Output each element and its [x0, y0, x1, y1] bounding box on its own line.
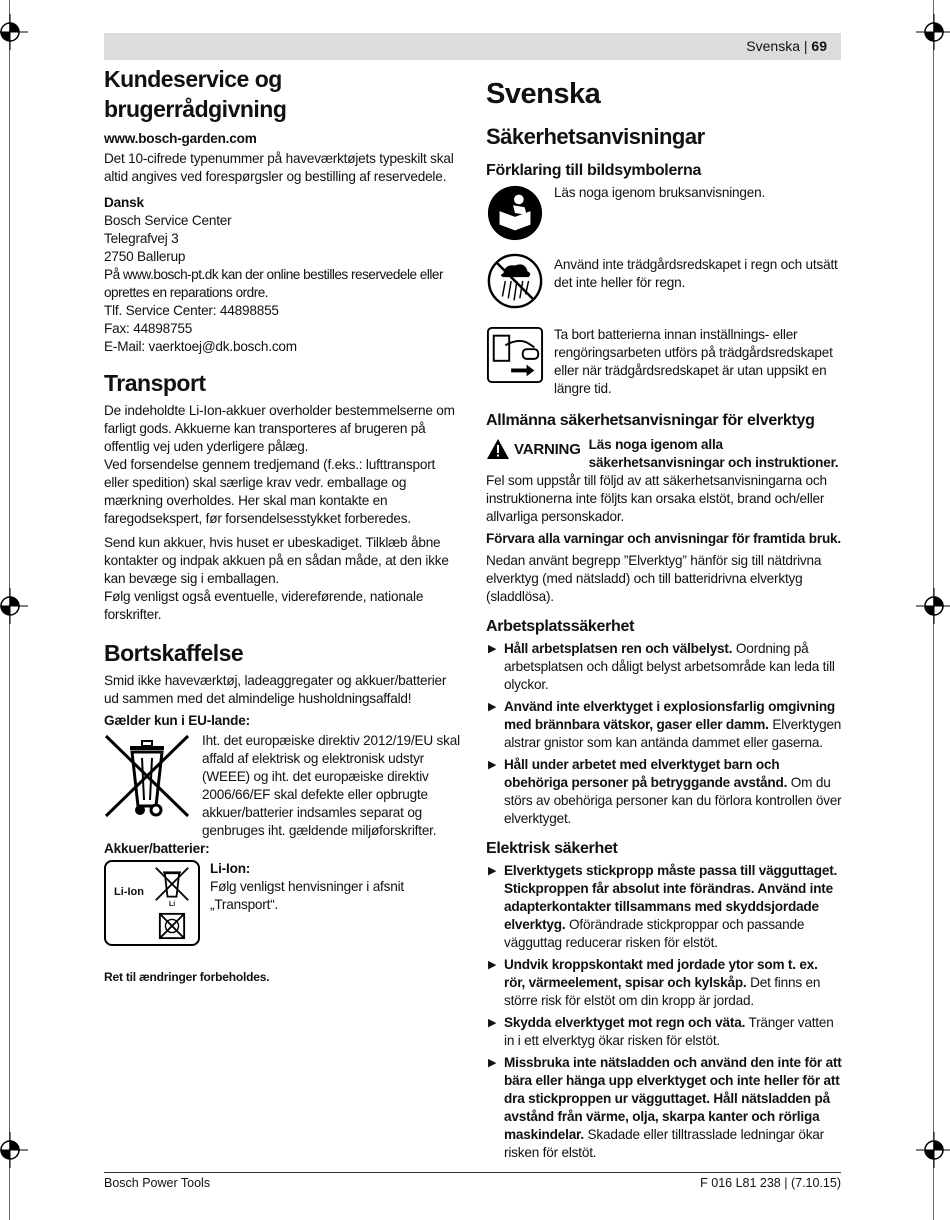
right-column	[486, 76, 842, 1162]
registration-mark-icon	[916, 14, 950, 50]
eu-heading: Gælder kun i EU-lande:	[104, 713, 250, 728]
paragraph: Det 10-cifrede typenummer på haveværktøjets typeskilt skal altid angives ved forespørgsler og bestilling af reservedele.	[104, 151, 454, 184]
bullet-arrow-icon: ▶	[488, 865, 497, 877]
email-line: E-Mail: vaerktoej@dk.bosch.com	[104, 339, 297, 354]
page-header	[104, 33, 841, 60]
phone-line: Tlf. Service Center: 44898855	[104, 303, 279, 318]
symbol-row-no-rain	[486, 252, 842, 318]
workplace-list	[486, 640, 842, 828]
paragraph: Iht. det europæiske direktiv 2012/19/EU skal affald af elektrisk og elektronisk udstyr (WEEE) og iht. det europæiske direktiv 2006/66/EF skal defekte eller opbrugte akkuer/batterier indsamles separat og genbruges iht. gældende miljøforskrifter.	[202, 733, 460, 838]
fax-line: Fax: 44898755	[104, 321, 193, 336]
bullet-arrow-icon: ▶	[488, 643, 497, 655]
item-text: Det finns en större risk för elstöt om din kropp är jordad.	[504, 975, 821, 1008]
list-item	[486, 698, 842, 752]
language-title: Svenska	[486, 78, 601, 110]
item-bold: Skydda elverktyget mot regn och väta.	[504, 1015, 746, 1030]
item-bold: Undvik kroppskontakt med jordade ytor som t. ex. rör, värmeelement, spisar och kylskåp.	[504, 957, 818, 990]
symbol-description: Använd inte trädgårdsredskapet i regn och utsätt det inte heller för regn.	[554, 257, 838, 290]
crossed-bin-icon	[104, 732, 192, 840]
address-line: På www.bosch-pt.dk kan der online bestilles reservedele eller oprettes en reparations ordre.	[104, 267, 443, 300]
warning-block	[486, 436, 842, 526]
warning-label: VARNING	[514, 440, 581, 458]
item-bold: Håll under arbetet med elverktyget barn och obehöriga personer på betryggande avstånd.	[504, 757, 788, 790]
warning-bold-text: Läs noga igenom alla säkerhetsanvisningar och instruktioner.	[588, 437, 839, 470]
item-bold: Missbruka inte nätsladden och använd den inte för att bära eller hänga upp elverktyget och inte heller för att dra stickproppen ur vägguttaget. Håll nätsladden på avstånd från värme, olja, skarpa kanter och rörliga maskindelar.	[504, 1055, 842, 1142]
website-link[interactable]: www.bosch-garden.com	[104, 131, 257, 146]
paragraph: De indeholdte Li-Ion-akkuer overholder bestemmelserne om farligt gods. Akkuerne kan transporteres af brugeren på offentlig vej uden yderligere pålæg.	[104, 403, 455, 454]
warning-text: Fel som uppstår till följd av att säkerhetsanvisningarna och instruktionerna inte följts kan orsaka elstöt, brand och/eller allvarliga personskador.	[486, 473, 827, 524]
item-bold: Använd inte elverktyget i explosionsfarlig omgivning med brännbara vätskor, gaser eller damm.	[504, 699, 836, 732]
read-manual-icon	[486, 184, 546, 246]
li-small-label: Li	[169, 901, 176, 908]
item-text: Om du störs av obehöriga personer kan du förlora kontrollen över elverktyget.	[504, 775, 842, 826]
item-text: Elverktygen alstrar gnistor som kan antända dammet eller gaserna.	[504, 717, 842, 750]
list-item	[486, 1014, 842, 1050]
bullet-arrow-icon: ▶	[488, 701, 497, 713]
footer-doc-id: F 016 L81 238 | (7.10.15)	[700, 1176, 841, 1190]
address-line: 2750 Ballerup	[104, 249, 186, 264]
bullet-arrow-icon: ▶	[488, 1017, 497, 1029]
list-item	[486, 1054, 842, 1162]
warning-triangle-icon	[486, 438, 510, 460]
section-title-bortskaffelse: Bortskaffelse	[104, 640, 244, 666]
list-item	[486, 756, 842, 828]
electric-heading: Elektrisk säkerhet	[486, 840, 618, 857]
address-line: Bosch Service Center	[104, 213, 232, 228]
remove-battery-icon	[486, 326, 546, 398]
liion-symbol-icon	[104, 860, 200, 946]
weee-row	[104, 732, 460, 840]
registration-mark-icon	[0, 1132, 28, 1168]
page-number: 69	[811, 38, 827, 54]
list-item	[486, 640, 842, 694]
liion-heading: Li-Ion:	[210, 861, 251, 876]
symbol-row-remove-battery	[486, 326, 842, 398]
reservation-note: Ret til ændringer forbeholdes.	[104, 970, 270, 984]
paragraph: Følg venligst henvisninger i afsnit „Transport“.	[210, 879, 404, 912]
item-text: Skadade eller tilltrasslade ledningar ökar risken för elstöt.	[504, 1127, 824, 1160]
symbols-heading: Förklaring till bildsymbolerna	[486, 162, 702, 179]
electric-list	[486, 862, 842, 1162]
symbol-description: Ta bort batterierna innan inställnings- eller rengöringsarbeten utförs på trädgårdsredskapet eller när trädgårdsredskapet är utan uppsikt en längre tid.	[554, 327, 833, 396]
liion-row	[104, 860, 460, 946]
paragraph: Følg venligst også eventuelle, videreførende, nationale forskrifter.	[104, 589, 424, 622]
item-text: Oförändrade stickproppar och passande vägguttag reducerar risken för elstöt.	[504, 917, 805, 950]
symbol-row-read-manual	[486, 184, 842, 246]
registration-mark-icon	[916, 588, 950, 624]
country-heading: Dansk	[104, 195, 144, 210]
paragraph: Ved forsendelse gennem tredjemand (f.eks.: lufttransport eller spedition) skal særlige krav vedr. emballage og mærkning overholdes. Her skal man kontakte en faregodsekspert, før forsendelsesstykket forberedes.	[104, 457, 436, 526]
paragraph: Smid ikke haveværktøj, ladeaggregater og akkuer/batterier ud sammen med det almindelige husholdningsaffald!	[104, 673, 447, 706]
list-item	[486, 862, 842, 952]
section-title-transport: Transport	[104, 370, 206, 396]
warning-badge	[486, 438, 581, 460]
registration-mark-icon	[0, 588, 28, 624]
item-bold: Elverktygets stickpropp måste passa till vägguttaget. Stickproppen får absolut inte förändras. Använd inte adapterkontakter tillsammans med skyddsjordade elverktyg.	[504, 863, 838, 932]
symbol-description: Läs noga igenom bruksanvisningen.	[554, 185, 766, 200]
liion-symbol-label: Li-Ion	[114, 886, 144, 898]
section-title-kundeservice: Kundeservice og brugerrådgivning	[104, 66, 287, 122]
general-heading: Allmänna säkerhetsanvisningar för elverktyg	[486, 412, 815, 429]
left-column	[104, 64, 460, 986]
safety-title: Säkerhetsanvisningar	[486, 124, 705, 149]
header-language: Svenska	[746, 38, 800, 54]
address-line: Telegrafvej 3	[104, 231, 179, 246]
no-rain-icon	[486, 252, 546, 318]
bullet-arrow-icon: ▶	[488, 759, 497, 771]
footer-rule	[104, 1172, 841, 1173]
keep-instructions: Förvara alla varningar och anvisningar för framtida bruk.	[486, 531, 841, 546]
footer-brand: Bosch Power Tools	[104, 1176, 211, 1190]
paragraph: Send kun akkuer, hvis huset er ubeskadiget. Tilklæb åbne kontakter og indpak akkuen på en sådan måde, at den ikke kan bevæge sig i emballagen.	[104, 535, 449, 586]
bullet-arrow-icon: ▶	[488, 959, 497, 971]
item-bold: Håll arbetsplatsen ren och välbelyst.	[504, 641, 733, 656]
item-text: Tränger vatten in i ett elverktyg ökar risken för elstöt.	[504, 1015, 834, 1048]
list-item	[486, 956, 842, 1010]
registration-mark-icon	[916, 1132, 950, 1168]
item-text: Oordning på arbetsplatsen och dåligt belyst arbetsområde kan leda till olyckor.	[504, 641, 835, 692]
registration-mark-icon	[0, 14, 28, 50]
definition-paragraph: Nedan använt begrepp ”Elverktyg” hänför sig till nätdrivna elverktyg (med nätsladd) och till batteridrivna elverktyg (sladdlösa).	[486, 553, 822, 604]
page-header-label: Svenska | 69	[746, 38, 827, 54]
workplace-heading: Arbetsplatssäkerhet	[486, 618, 635, 635]
battery-heading: Akkuer/batterier:	[104, 841, 210, 856]
bullet-arrow-icon: ▶	[488, 1057, 497, 1069]
